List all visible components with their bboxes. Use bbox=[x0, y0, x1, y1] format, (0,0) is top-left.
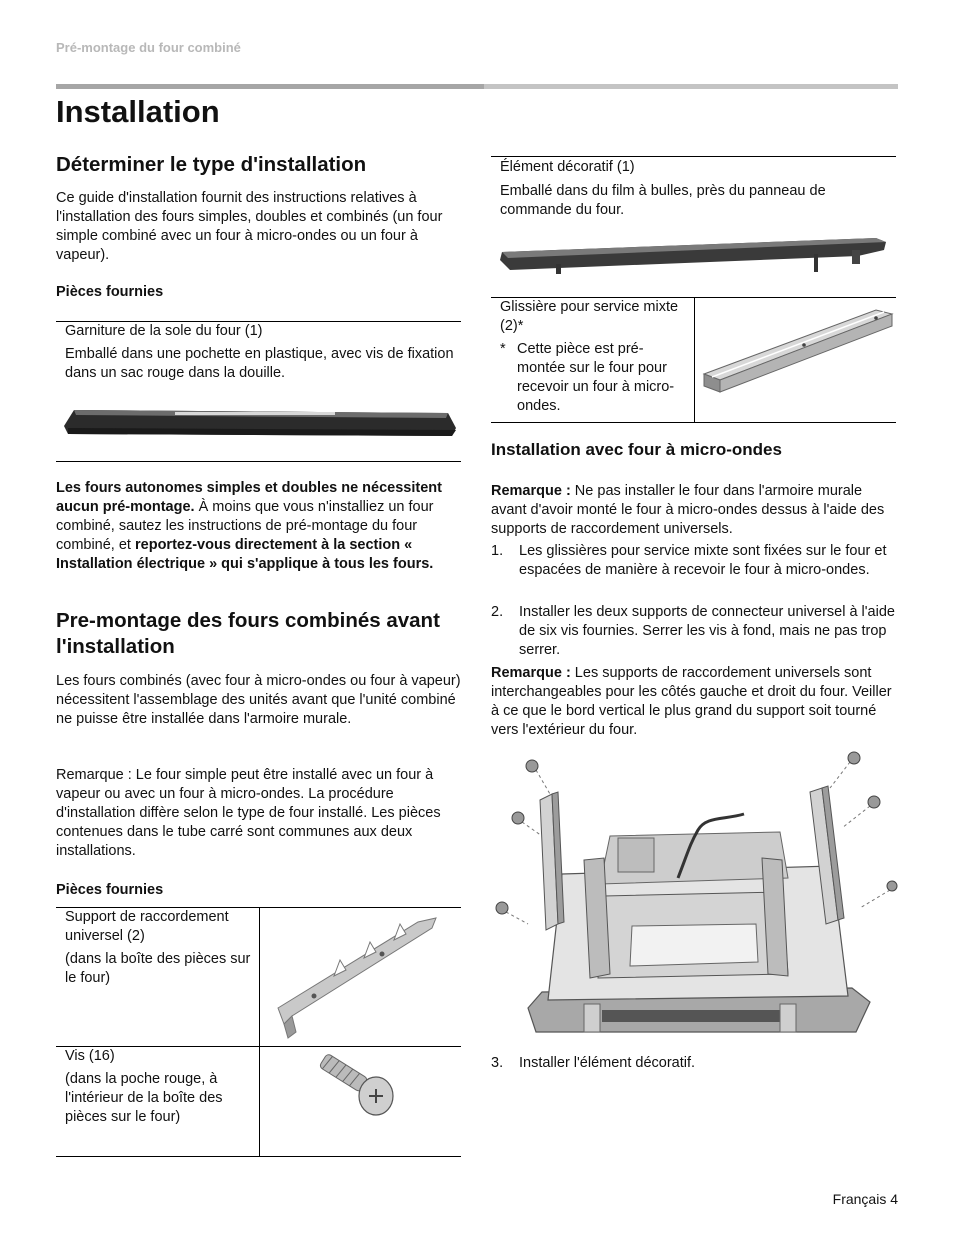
note-text: À moins que vous n'installiez un four combiné, sautez les instructions de pré-montage du four combiné, et bbox=[56, 499, 434, 553]
remark-label: Remarque : bbox=[491, 665, 571, 681]
step-text: Installer l'élément décoratif. bbox=[519, 1055, 696, 1071]
table-rule bbox=[56, 1156, 461, 1157]
slide-name: Glissière pour service mixte (2)* bbox=[500, 299, 679, 334]
screw-illustration bbox=[312, 1052, 404, 1118]
page-number: Français 4 bbox=[832, 1191, 898, 1207]
table-rule bbox=[491, 156, 896, 157]
oven-trim-illustration bbox=[60, 400, 460, 445]
bracket-name: Support de raccordement universel (2) bbox=[65, 909, 229, 944]
remark-text: Ne pas installer le four dans l'armoire murale avant d'avoir monté le four à micro-ondes dessus à l'aide des supports de raccordement universels. bbox=[491, 483, 885, 537]
trim-name: Élément décoratif (1) bbox=[500, 159, 635, 175]
standalone-note bbox=[56, 479, 464, 574]
step-number: 1. bbox=[491, 543, 504, 559]
note-bold-reference: reportez-vous directement à la section « Installation électrique » qui s'applique à tous les fours. bbox=[56, 537, 434, 572]
section-heading-premount: Pre-montage des fours combinés avant l'installation bbox=[56, 609, 440, 658]
parts-label: Pièces fournies bbox=[56, 284, 164, 300]
part-name: Garniture de la sole du four (1) bbox=[65, 323, 263, 339]
table-divider bbox=[694, 297, 695, 423]
trim-description: Emballé dans du film à bulles, près du panneau de commande du four. bbox=[500, 183, 826, 218]
table-divider bbox=[259, 907, 260, 1157]
step-number: 3. bbox=[491, 1055, 504, 1071]
screw-name: Vis (16) bbox=[65, 1048, 115, 1064]
note-bold-lead: Les fours autonomes simples et doubles ne nécessitent aucun pré-montage. bbox=[56, 480, 442, 515]
remark-paragraph bbox=[491, 482, 896, 539]
step-number: 2. bbox=[491, 604, 504, 620]
slide-note: Cette pièce est pré-montée sur le four pour recevoir un four à micro-ondes. bbox=[517, 341, 675, 414]
parts-label: Pièces fournies bbox=[56, 882, 164, 898]
part-description: Emballé dans une pochette en plastique, avec vis de fixation dans un sac rouge dans la douille. bbox=[65, 346, 454, 381]
remark-text: Les supports de raccordement universels sont interchangeables pour les côtés gauche et droit du four. Veiller à ce que le bord vertical le plus grand du support soit tourné vers l'extérieur du four. bbox=[491, 665, 892, 738]
intro-paragraph: Ce guide d'installation fournit des instructions relatives à l'installation des fours simples, doubles et combinés (un four simple combiné avec un four à micro-ondes ou un four à vapeur). bbox=[56, 190, 443, 263]
table-rule bbox=[56, 461, 461, 462]
remark-label: Remarque : bbox=[491, 483, 571, 499]
page-title: Installation bbox=[56, 94, 220, 129]
header-rule-right bbox=[484, 84, 898, 89]
table-rule bbox=[491, 422, 896, 423]
slide-rail-illustration bbox=[700, 300, 896, 400]
screw-description: (dans la poche rouge, à l'intérieur de la boîte des pièces sur le four) bbox=[65, 1071, 223, 1125]
bracket-description: (dans la boîte des pièces sur le four) bbox=[65, 951, 251, 986]
step-text: Installer les deux supports de connecteur universel à l'aide de six vis fournies. Serrer les vis à fond, mais ne pas trop serrer. bbox=[519, 604, 895, 658]
section-heading-installation-type: Déterminer le type d'installation bbox=[56, 153, 367, 176]
section-heading-microwave: Installation avec four à micro-ondes bbox=[491, 440, 782, 459]
premount-remark: Remarque : Le four simple peut être installé avec un four à vapeur ou avec un four à micro-ondes. La procédure d'installation diffère selon le type de four installé. Les pièces contenues dans le tube carré sont communes aux deux installations. bbox=[56, 767, 441, 859]
connector-bracket-illustration bbox=[270, 912, 450, 1042]
running-header: Pré-montage du four combiné bbox=[56, 40, 241, 55]
assembly-illustration bbox=[492, 748, 898, 1040]
remark-paragraph bbox=[491, 664, 896, 740]
decorative-trim-illustration bbox=[496, 232, 892, 284]
footnote-star: * bbox=[500, 341, 506, 357]
premount-paragraph: Les fours combinés (avec four à micro-ondes ou four à vapeur) nécessitent l'assemblage des unités avant que l'unité combiné ne puisse être installée dans l'armoire murale. bbox=[56, 673, 461, 727]
step-text: Les glissières pour service mixte sont fixées sur le four et espacées de manière à recevoir le four à micro-ondes. bbox=[519, 543, 887, 578]
